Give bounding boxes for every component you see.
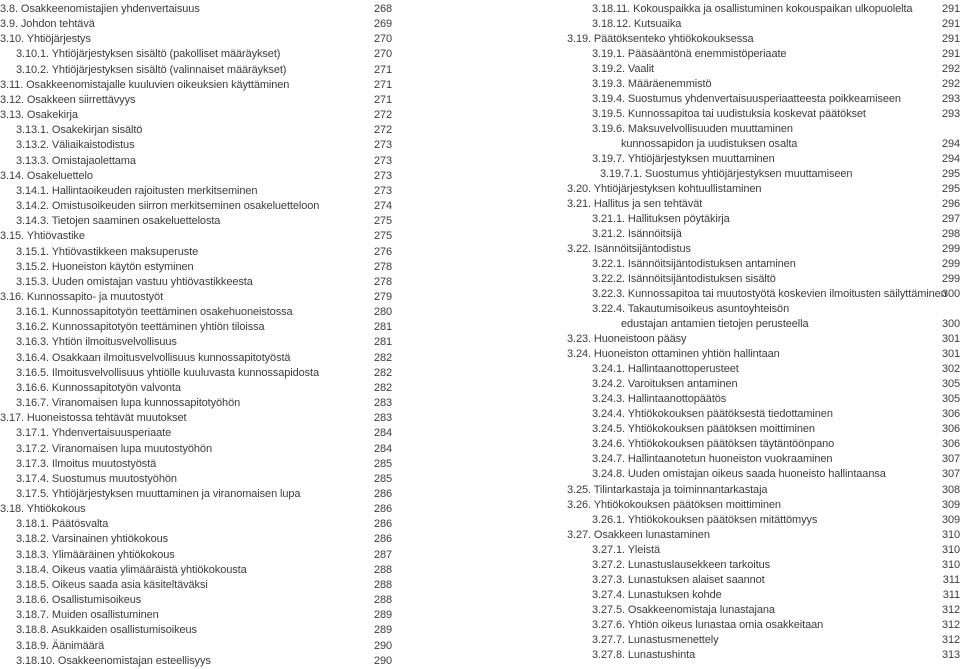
toc-entry-page: 312 [941, 603, 960, 616]
toc-entry [0, 426, 392, 441]
toc-entry-page: 311 [942, 573, 960, 586]
toc-entry [0, 457, 392, 472]
toc-entry-page: 275 [373, 215, 392, 228]
toc-entry-page: 288 [373, 563, 392, 576]
toc-entry-title: 3.18.7. Muiden osallistuminen [16, 609, 159, 622]
toc-entry-title: 3.24.3. Hallintaanottopäätös [592, 393, 727, 406]
toc-entry-page: 310 [941, 543, 960, 556]
toc-entry-title: 3.24.5. Yhtiökokouksen päätöksen moittiminen [592, 423, 815, 436]
toc-entry-title: 3.19. Päätöksenteko yhtiökokouksessa [567, 33, 754, 46]
toc-entry-title: 3.18.10. Osakkeenomistajan esteellisyys [16, 654, 211, 667]
toc-entry [567, 603, 960, 618]
toc-entry-page: 286 [373, 488, 392, 500]
toc-entry-title: 3.16.5. Ilmoitusvelvollisuus yhtiölle kuuluvasta kunnossapidosta [16, 366, 319, 379]
toc-entry-title: 3.10.1. Yhtiöjärjestyksen sisältö (pakolliset määräykset) [16, 48, 281, 61]
toc-entry-page: 273 [373, 169, 392, 182]
toc-entry-page: 307 [941, 453, 960, 466]
toc-entry-title: 3.19.5. Kunnossapitoa tai uudistuksia koskevat päätökset [592, 108, 866, 121]
toc-entry-title: 3.27.4. Lunastuksen kohde [592, 588, 722, 601]
toc-entry-title: 3.19.7. Yhtiöjärjestyksen muuttaminen [592, 153, 775, 166]
toc-entry-title: 3.27.2. Lunastuslausekkeen tarkoitus [592, 558, 771, 571]
toc-entry [0, 138, 392, 153]
toc-entry [0, 411, 392, 426]
toc-entry-page: 312 [941, 633, 960, 646]
toc-entry-title: 3.18.8. Asukkaiden osallistumisoikeus [16, 624, 197, 637]
toc-entry [567, 588, 960, 603]
toc-entry [567, 618, 960, 633]
toc-entry [0, 154, 392, 169]
toc-entry [567, 437, 960, 452]
toc-entry-page: 299 [941, 273, 960, 286]
toc-entry-page: 271 [373, 78, 392, 91]
toc-entry [0, 305, 392, 320]
toc-entry-page: 273 [373, 139, 392, 152]
toc-entry [0, 320, 392, 335]
toc-entry-title: 3.12. Osakkeen siirrettävyys [0, 93, 136, 106]
toc-entry-title: 3.18.9. Äänimäärä [16, 639, 105, 652]
toc-entry-page: 282 [373, 366, 392, 379]
toc-entry [0, 351, 392, 366]
toc-entry-page: 294 [941, 138, 960, 151]
toc-entry-title: 3.16.7. Viranomaisen lupa kunnossapitotyöhön [16, 397, 241, 410]
toc-entry-page: 307 [941, 468, 960, 481]
toc-entry-title: 3.13.1. Osakekirjan sisältö [16, 124, 143, 137]
toc-entry-page: 308 [941, 483, 960, 496]
toc-entry-title: 3.14. Osakeluettelo [0, 169, 93, 182]
toc-entry-title: 3.21. Hallitus ja sen tehtävät [567, 198, 703, 211]
toc-entry-title: 3.24.6. Yhtiökokouksen päätöksen täytäntöönpano [592, 438, 835, 451]
toc-entry-page: 305 [941, 393, 960, 406]
toc-entry-title: 3.17.1. Yhdenvertaisuusperiaate [16, 427, 172, 440]
toc-entry-page: 290 [373, 639, 392, 652]
toc-entry [567, 347, 960, 362]
toc-entry [0, 47, 392, 62]
toc-entry [567, 197, 960, 212]
toc-entry [567, 528, 960, 543]
toc-entry-title: 3.27.5. Osakkeenomistaja lunastajana [592, 603, 775, 616]
toc-entry [567, 17, 960, 32]
toc-entry-title: 3.16.1. Kunnossapitotyön teettäminen osakehuoneistossa [16, 306, 293, 319]
toc-entry-page: 298 [941, 228, 960, 241]
toc-entry [0, 229, 392, 244]
toc-entry-page: 299 [941, 243, 960, 256]
toc-entry-page: 290 [373, 654, 392, 667]
toc-entry-title: 3.16.3. Yhtiön ilmoitusvelvollisuus [16, 336, 177, 349]
toc-entry-page: 305 [941, 378, 960, 391]
toc-entry-page: 272 [373, 124, 392, 137]
toc-entry [567, 302, 960, 317]
toc-entry-page: 291 [941, 18, 960, 31]
toc-entry-page: 295 [941, 183, 960, 196]
toc-entry-title: 3.18.2. Varsinainen yhtiökokous [16, 533, 169, 546]
toc-entry [0, 578, 392, 593]
toc-entry-title: 3.14.3. Tietojen saaminen osakeluettelosta [16, 215, 221, 228]
toc-entry [567, 317, 960, 332]
toc-entry-page: 270 [373, 48, 392, 61]
toc-entry-page: 293 [941, 108, 960, 121]
toc-entry [0, 32, 392, 47]
toc-entry-page: 302 [941, 363, 960, 376]
toc-entry [0, 639, 392, 654]
toc-entry-title: 3.10.2. Yhtiöjärjestyksen sisältö (valinnaiset määräykset) [16, 63, 287, 76]
toc-entry-page: 291 [941, 33, 960, 46]
toc-entry [0, 275, 392, 290]
toc-entry [0, 366, 392, 381]
toc-entry-page: 273 [373, 184, 392, 197]
toc-entry-page: 275 [373, 230, 392, 243]
toc-entry [0, 290, 392, 305]
toc-entry-page: 282 [373, 351, 392, 364]
toc-entry [0, 184, 392, 199]
toc-entry-title: 3.14.2. Omistusoikeuden siirron merkitseminen osakeluetteloon [16, 200, 320, 213]
toc-entry-page: 293 [941, 93, 960, 106]
toc-entry [567, 257, 960, 272]
toc-entry [567, 377, 960, 392]
toc-entry [567, 32, 960, 47]
toc-entry-page: 299 [941, 258, 960, 271]
toc-entry-page: 291 [941, 48, 960, 61]
toc-entry-title: 3.18. Yhtiökokous [0, 503, 86, 516]
toc-entry-page: 276 [373, 245, 392, 258]
toc-entry [567, 633, 960, 648]
toc-entry-title: 3.13.2. Väliaikaistodistus [16, 139, 135, 152]
toc-entry-page: 279 [373, 290, 392, 303]
toc-entry [567, 242, 960, 257]
toc-entry-title: 3.16.6. Kunnossapitotyön valvonta [16, 381, 181, 394]
toc-entry-title: 3.27.1. Yleistä [592, 543, 661, 556]
toc-entry-title: 3.27.3. Lunastuksen alaiset saannot [592, 573, 765, 586]
toc-entry [0, 17, 392, 32]
toc-entry [567, 152, 960, 167]
toc-entry [0, 335, 392, 350]
toc-entry-page: 271 [373, 63, 392, 76]
toc-entry-page: 283 [373, 412, 392, 425]
toc-entry [0, 608, 392, 623]
toc-entry [0, 123, 392, 138]
toc-entry-page: 301 [941, 348, 960, 361]
toc-entry [0, 548, 392, 563]
toc-entry-title: 3.24.1. Hallintaanottoperusteet [592, 363, 739, 376]
toc-entry-page: 291 [941, 3, 960, 15]
toc-entry [0, 93, 392, 108]
toc-entry [567, 92, 960, 107]
toc-entry [567, 2, 960, 17]
toc-entry-page: 285 [373, 457, 392, 470]
toc-entry [0, 108, 392, 123]
toc-entry-page: 310 [941, 528, 960, 541]
toc-entry-page: 309 [941, 513, 960, 526]
toc-entry [0, 563, 392, 578]
toc-entry-page: 292 [941, 78, 960, 91]
toc-entry-title: 3.19.7.1. Suostumus yhtiöjärjestyksen muuttamiseen [600, 168, 853, 181]
toc-entry-page: 278 [373, 275, 392, 288]
toc-entry-page: 294 [941, 153, 960, 166]
toc-entry-page: 311 [942, 588, 960, 601]
toc-entry-title: 3.24.4. Yhtiökokouksen päätöksestä tiedottaminen [592, 408, 833, 421]
toc-entry-page: 310 [941, 558, 960, 571]
toc-entry-title: 3.17.3. Ilmoitus muutostyöstä [16, 457, 157, 470]
toc-entry [0, 245, 392, 260]
toc-entry [0, 199, 392, 214]
toc-entry-page: 295 [941, 168, 960, 181]
toc-entry [567, 287, 960, 302]
toc-entry-title: 3.17.4. Suostumus muutostyöhön [16, 472, 177, 485]
toc-entry [0, 63, 392, 78]
toc-entry-page: 292 [941, 63, 960, 76]
toc-entry-title: 3.25. Tilintarkastaja ja toiminnantarkastaja [567, 483, 768, 496]
toc-entry-page: 288 [373, 578, 392, 591]
toc-entry [567, 483, 960, 498]
toc-entry-title: 3.17. Huoneistossa tehtävät muutokset [0, 412, 187, 425]
toc-entry-title: 3.27.6. Yhtiön oikeus lunastaa omia osakkeitaan [592, 618, 824, 631]
toc-entry-page: 289 [373, 609, 392, 622]
toc-entry-page: 278 [373, 260, 392, 273]
toc-entry-title: 3.24.8. Uuden omistajan oikeus saada huoneisto hallintaansa [592, 468, 886, 481]
toc-entry [567, 422, 960, 437]
toc-entry-page: 300 [941, 288, 960, 301]
toc-entry [567, 47, 960, 62]
toc-entry [0, 78, 392, 93]
toc-entry-page: 271 [373, 93, 392, 106]
toc-entry [0, 487, 392, 502]
toc-entry-title: 3.22. Isännöitsijäntodistus [567, 243, 691, 256]
toc-entry [567, 332, 960, 347]
toc-entry-page: 274 [373, 200, 392, 213]
toc-entry [567, 272, 960, 287]
toc-entry-title: 3.18.6. Osallistumisoikeus [16, 594, 142, 607]
toc-entry-page: 286 [373, 518, 392, 531]
toc-entry [567, 77, 960, 92]
toc-entry-title: edustajan antamien tietojen perusteella [621, 318, 809, 331]
toc-entry [567, 182, 960, 197]
toc-entry-title: 3.24. Huoneiston ottaminen yhtiön hallintaan [567, 348, 780, 361]
toc-entry-title: 3.22.3. Kunnossapitoa tai muutostyötä koskevien ilmoitusten säilyttäminen [592, 288, 947, 301]
toc-entry-title: 3.10. Yhtiöjärjestys [0, 33, 91, 46]
toc-entry-title: 3.24.7. Hallintaanotetun huoneiston vuokraaminen [592, 453, 833, 466]
toc-entry [0, 623, 392, 638]
toc-entry [0, 214, 392, 229]
toc-entry [567, 513, 960, 528]
toc-entry-title: 3.23. Huoneistoon pääsy [567, 333, 687, 346]
toc-entry [567, 362, 960, 377]
toc-entry [567, 648, 960, 663]
toc-entry-page: 296 [941, 198, 960, 211]
toc-entry-page: 287 [373, 548, 392, 561]
toc-entry-title: 3.22.1. Isännöitsijäntodistuksen antaminen [592, 258, 796, 271]
toc-entry [0, 260, 392, 275]
toc-entry-title: 3.18.3. Ylimääräinen yhtiökokous [16, 548, 175, 561]
toc-entry-title: 3.26. Yhtiökokouksen päätöksen moittiminen [567, 498, 781, 511]
toc-entry [567, 137, 960, 152]
toc-entry-title: 3.18.5. Oikeus saada asia käsiteltäväksi [16, 578, 208, 591]
toc-entry-title: 3.19.6. Maksuvelvollisuuden muuttaminen [592, 123, 793, 136]
toc-entry-title: 3.19.4. Suostumus yhdenvertaisuusperiaatteesta poikkeamiseen [592, 93, 901, 106]
toc-entry-title: 3.14.1. Hallintaoikeuden rajoitusten merkitseminen [16, 184, 258, 197]
toc-entry-title: 3.24.2. Varoituksen antaminen [592, 378, 738, 391]
toc-entry [567, 212, 960, 227]
toc-entry-title: 3.19.3. Määräenemmistö [592, 78, 712, 91]
toc-entry-page: 272 [373, 109, 392, 122]
toc-entry-title: 3.15. Yhtiövastike [0, 230, 85, 243]
toc-entry [0, 442, 392, 457]
toc-entry-title: 3.22.4. Takautumisoikeus asuntoyhteisön [592, 303, 790, 316]
toc-entry [0, 654, 392, 669]
toc-entry-page: 300 [941, 318, 960, 331]
toc-entry-title: 3.13.3. Omistajaolettama [16, 154, 136, 167]
toc-entry [567, 558, 960, 573]
toc-entry [0, 517, 392, 532]
toc-entry [0, 502, 392, 517]
toc-entry [0, 396, 392, 411]
toc-entry [567, 107, 960, 122]
toc-entry [0, 169, 392, 184]
toc-entry [567, 467, 960, 482]
toc-entry-title: 3.18.1. Päätösvalta [16, 518, 109, 531]
toc-entry-title: 3.20. Yhtiöjärjestyksen kohtuullistaminen [567, 183, 762, 196]
toc-entry-title: 3.19.1. Pääsääntönä enemmistöperiaate [592, 48, 787, 61]
toc-entry [0, 381, 392, 396]
toc-entry-title: 3.26.1. Yhtiökokouksen päätöksen mitättömyys [592, 513, 818, 526]
toc-entry-page: 285 [373, 472, 392, 485]
toc-entry-page: 288 [373, 594, 392, 607]
toc-entry-title: 3.15.1. Yhtiövastikkeen maksuperuste [16, 245, 199, 258]
toc-entry [567, 498, 960, 513]
toc-entry [0, 593, 392, 608]
toc-entry [567, 573, 960, 588]
toc-entry-title: 3.11. Osakkeenomistajalle kuuluvien oikeuksien käyttäminen [0, 78, 290, 91]
toc-entry-title: 3.18.11. Kokouspaikka ja osallistuminen kokouspaikan ulkopuolelta [592, 3, 913, 15]
toc-entry-title: 3.16. Kunnossapito- ja muutostyöt [0, 290, 164, 303]
toc-entry-title: 3.22.2. Isännöitsijäntodistuksen sisältö [592, 273, 776, 286]
toc-entry-title: 3.27. Osakkeen lunastaminen [567, 528, 710, 541]
toc-entry [0, 2, 392, 17]
toc-entry-page: 289 [373, 624, 392, 637]
toc-entry-title: 3.9. Johdon tehtävä [0, 18, 95, 31]
toc-entry-title: 3.13. Osakekirja [0, 109, 78, 122]
toc-entry-title: 3.18.12. Kutsuaika [592, 18, 682, 31]
toc-entry [567, 543, 960, 558]
toc-entry-page: 281 [373, 336, 392, 349]
toc-entry [0, 532, 392, 547]
toc-entry-page: 281 [373, 321, 392, 334]
toc-entry-title: 3.15.3. Uuden omistajan vastuu yhtiövastikkeesta [16, 275, 253, 288]
toc-entry [567, 452, 960, 467]
toc-entry-page: 297 [941, 213, 960, 226]
toc-entry [567, 407, 960, 422]
toc-entry-page: 301 [941, 333, 960, 346]
toc-entry-page: 269 [373, 18, 392, 31]
toc-entry-title: 3.17.2. Viranomaisen lupa muutostyöhön [16, 442, 212, 455]
toc-entry-page: 268 [373, 3, 392, 15]
toc-entry-title: kunnossapidon ja uudistuksen osalta [621, 138, 798, 151]
toc-entry-page: 286 [373, 533, 392, 546]
toc-entry-page: 284 [373, 442, 392, 455]
toc-entry-page: 282 [373, 381, 392, 394]
toc-entry-title: 3.19.2. Vaalit [592, 63, 654, 76]
toc-entry-page: 309 [941, 498, 960, 511]
toc-entry-page: 286 [373, 503, 392, 516]
toc-entry-page: 280 [373, 306, 392, 319]
toc-entry-page: 306 [941, 423, 960, 436]
toc-entry-page: 312 [941, 618, 960, 631]
toc-entry-page: 273 [373, 154, 392, 167]
toc-entry-title: 3.16.2. Kunnossapitotyön teettäminen yhtiön tiloissa [16, 321, 265, 334]
toc-left-column [0, 2, 392, 669]
toc-entry [567, 167, 960, 182]
toc-entry-page: 270 [373, 33, 392, 46]
toc-entry [567, 392, 960, 407]
toc-right-column [567, 2, 960, 663]
toc-entry [0, 472, 392, 487]
toc-entry [567, 122, 960, 137]
toc-entry-title: 3.27.8. Lunastushinta [592, 648, 696, 661]
toc-entry-title: 3.8. Osakkeenomistajien yhdenvertaisuus [0, 3, 200, 15]
toc-entry [567, 227, 960, 242]
toc-entry-page: 284 [373, 427, 392, 440]
toc-entry-title: 3.15.2. Huoneiston käytön estyminen [16, 260, 194, 273]
toc-entry-page: 313 [941, 648, 960, 661]
toc-entry-page: 283 [373, 397, 392, 410]
toc-entry-page: 306 [941, 408, 960, 421]
toc-entry-title: 3.21.2. Isännöitsijä [592, 228, 682, 241]
toc-entry-title: 3.21.1. Hallituksen pöytäkirja [592, 213, 730, 226]
toc-entry-title: 3.18.4. Oikeus vaatia ylimääräistä yhtiökokousta [16, 563, 247, 576]
toc-entry-page: 306 [941, 438, 960, 451]
toc-entry-title: 3.17.5. Yhtiöjärjestyksen muuttaminen ja viranomaisen lupa [16, 488, 301, 500]
toc-entry [567, 62, 960, 77]
toc-entry-title: 3.27.7. Lunastusmenettely [592, 633, 719, 646]
toc-entry-title: 3.16.4. Osakkaan ilmoitusvelvollisuus kunnossapitotyöstä [16, 351, 291, 364]
